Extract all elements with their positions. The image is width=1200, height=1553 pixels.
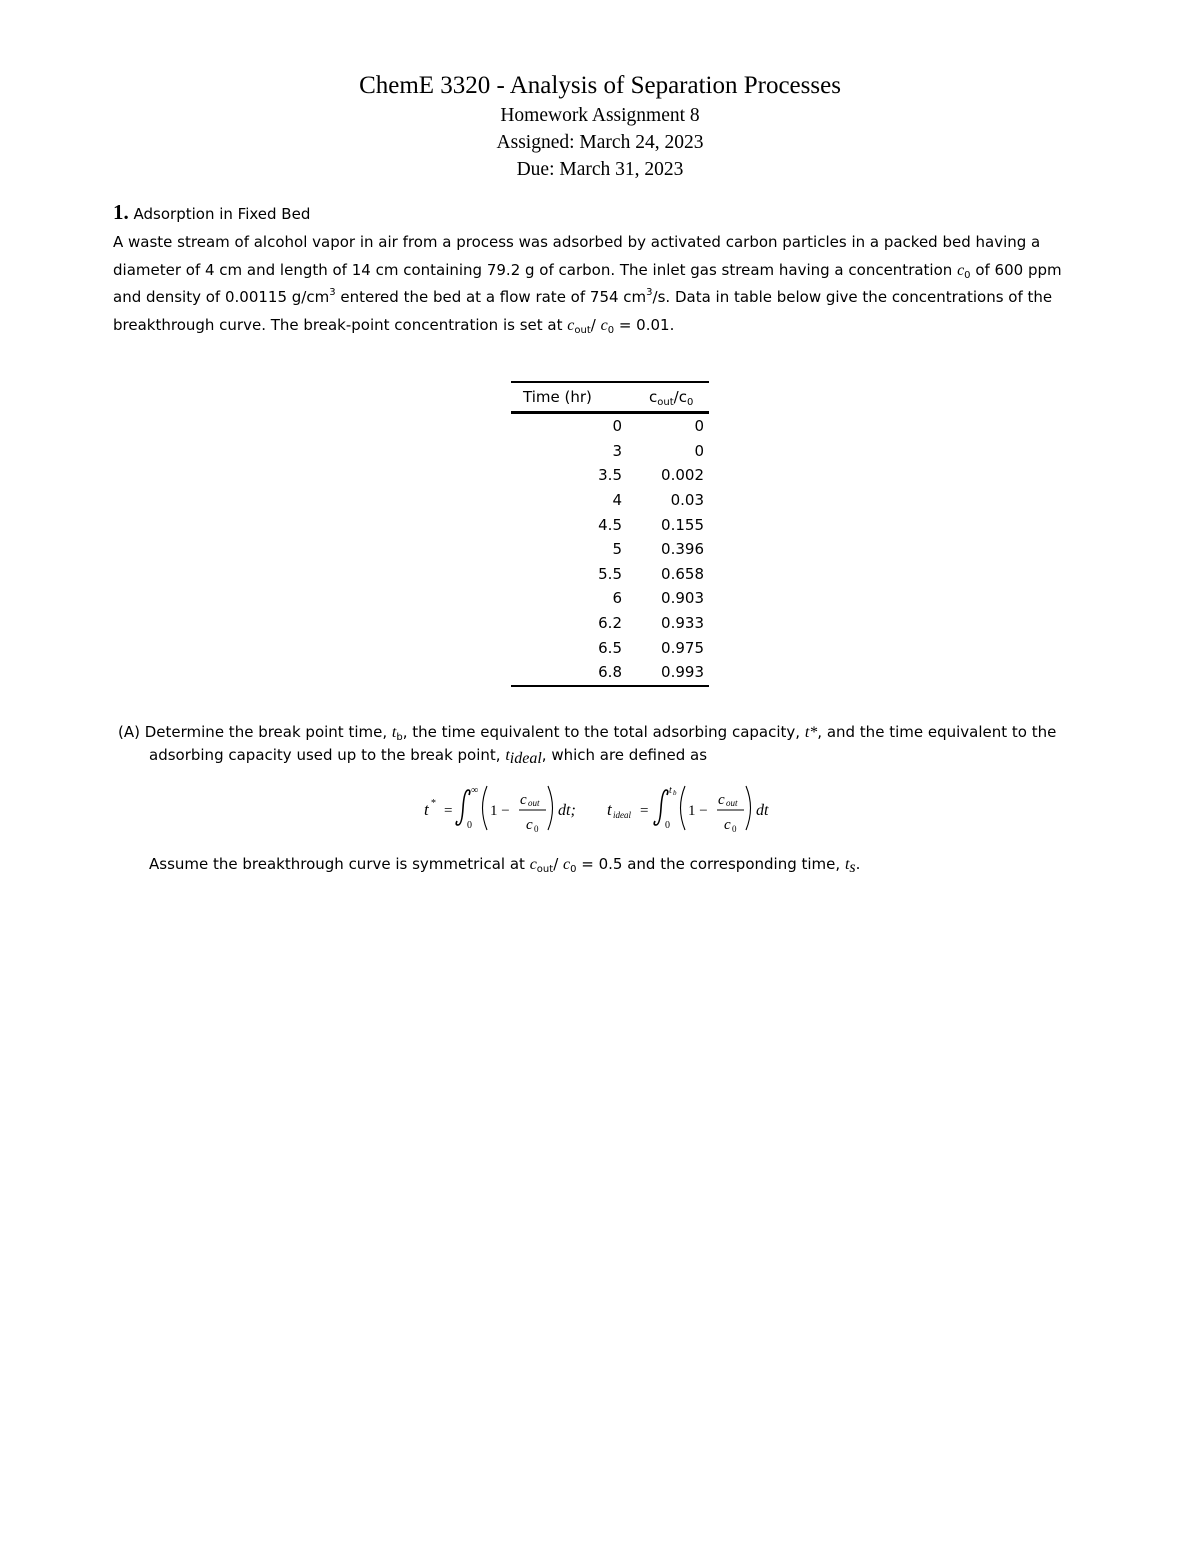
c0-subscript: 0 <box>570 864 577 875</box>
denominator-subscript: 0 <box>534 824 539 834</box>
c0-subscript: 0 <box>607 324 615 336</box>
integral-upper-limit-b: b <box>673 789 677 797</box>
formula-star: * <box>431 798 436 809</box>
statement-text: entered the bed at a flow rate of 754 cm <box>335 288 647 306</box>
ratio-cell: 0.002 <box>661 466 704 485</box>
cout-subscript: out <box>536 864 554 875</box>
table-row <box>511 660 709 686</box>
part-a-label: (A) <box>118 723 140 741</box>
header-c: c <box>649 388 658 406</box>
header-sub-0: 0 <box>686 397 694 408</box>
table-header-row <box>511 382 709 413</box>
table-row <box>511 512 709 537</box>
part-a-text: , the time equivalent to the total adsorbing capacity, <box>402 723 805 741</box>
ratio-cell: 0.903 <box>661 589 704 608</box>
ideal-subscript: ideal <box>613 810 631 820</box>
time-cell: 0 <box>612 417 622 436</box>
part-a-line-1 <box>118 721 1088 744</box>
statement-text: of 600 ppm and density of 0.00115 g/cm <box>113 260 1062 306</box>
time-cell: 5.5 <box>598 564 622 583</box>
part-a-text: , and the time equivalent to the <box>817 723 1057 741</box>
ratio-cell: 0.396 <box>661 540 704 559</box>
part-a-text: Determine the break point time, <box>139 723 392 741</box>
table-row <box>511 635 709 660</box>
cout-symbol: c <box>567 316 575 334</box>
c0-symbol: c <box>563 856 571 873</box>
assumption-text: Assume the breakthrough curve is symmetrical at <box>149 855 530 873</box>
cubed-superscript: 3 <box>329 287 336 298</box>
cubed-superscript: 3 <box>646 287 653 298</box>
cout-subscript: out <box>574 324 591 336</box>
table-row <box>511 413 709 439</box>
time-cell: 4 <box>612 491 622 510</box>
left-paren <box>483 786 488 830</box>
symmetry-assumption <box>149 855 860 874</box>
formula-t-ideal: t <box>607 800 612 819</box>
differential-dt: dt <box>756 802 769 819</box>
left-paren <box>681 786 686 830</box>
ratio-cell: 0.658 <box>661 564 704 583</box>
header-concentration-ratio <box>627 382 709 413</box>
ratio-cell: 0.975 <box>661 638 704 657</box>
ratio-cell: 0 <box>694 441 704 460</box>
problem-title: Adsorption in Fixed Bed <box>133 205 311 223</box>
numerator-subscript: out <box>726 798 738 808</box>
formula-t: t <box>424 800 429 819</box>
formula-equals: = <box>444 803 453 819</box>
statement-text: = 0.01. <box>614 315 675 334</box>
ratio-cell: 0.993 <box>627 660 709 686</box>
header-sub-out: out <box>657 397 674 408</box>
part-a-line-2 <box>118 744 1088 767</box>
assumption-text: = 0.5 and the corresponding time, <box>576 855 845 873</box>
problem-heading <box>113 200 310 225</box>
tb-symbol: t <box>391 724 397 741</box>
breakthrough-data-table <box>511 381 709 687</box>
time-cell: 5 <box>612 540 622 559</box>
table-row <box>511 586 709 611</box>
table-row <box>511 537 709 562</box>
slash: / <box>553 855 564 873</box>
differential-dt: dt; <box>558 802 576 819</box>
integral-lower-limit: 0 <box>665 820 670 831</box>
one-minus: 1 − <box>688 803 708 819</box>
homework-title: Homework Assignment 8 <box>500 105 700 126</box>
tideal-symbol: t <box>505 747 510 764</box>
time-cell: 3 <box>612 441 622 460</box>
one-minus: 1 − <box>490 803 510 819</box>
right-paren <box>548 786 553 830</box>
ts-subscript: s <box>849 859 856 876</box>
time-cell: 6 <box>612 589 622 608</box>
time-cell: 4.5 <box>598 515 622 534</box>
c0-subscript: 0 <box>964 269 971 281</box>
statement-text: /s. Data in table below give the concentrations of the breakthrough curve. The break-point concentration is set at <box>113 288 1053 334</box>
c0-symbol: c <box>957 261 965 279</box>
tb-subscript: b <box>396 732 403 743</box>
table-row <box>511 463 709 488</box>
ts-symbol: t <box>844 856 850 873</box>
header-time: Time (hr) <box>511 382 627 413</box>
table-row <box>511 611 709 636</box>
ratio-cell: 0.155 <box>661 515 704 534</box>
part-a <box>118 721 1088 767</box>
integral-definitions-formula <box>420 778 800 842</box>
tstar-symbol: t* <box>804 724 818 741</box>
numerator-subscript: out <box>528 798 540 808</box>
problem-number: 1. <box>113 200 129 224</box>
denominator-c: c <box>526 817 533 833</box>
statement-text: A waste stream of alcohol vapor in air from a process was adsorbed by activated carbon particles in a packed bed having a diameter of 4 cm and length of 14 cm containing 79.2 g of carbon. The inlet gas stream having a concentration <box>113 233 1041 279</box>
denominator-subscript: 0 <box>732 824 737 834</box>
ratio-cell: 0 <box>694 417 704 436</box>
assumption-end: . <box>855 855 861 873</box>
right-paren <box>746 786 751 830</box>
numerator-c: c <box>718 792 725 808</box>
c0-symbol: c <box>600 316 608 334</box>
table-row <box>511 439 709 464</box>
slash: / <box>590 315 601 334</box>
integral-upper-limit-t: t <box>669 785 672 796</box>
problem-statement <box>113 229 1083 339</box>
denominator-c: c <box>724 817 731 833</box>
due-date: Due: March 31, 2023 <box>516 159 684 180</box>
part-a-text: adsorbing capacity used up to the break point, <box>149 746 506 764</box>
table-row <box>511 562 709 587</box>
ratio-cell: 0.933 <box>661 614 704 633</box>
time-cell: 6.2 <box>598 614 622 633</box>
integral-lower-limit: 0 <box>467 820 472 831</box>
integral-upper-limit-infinity: ∞ <box>471 785 479 796</box>
time-cell: 6.8 <box>511 660 627 686</box>
ratio-cell: 0.03 <box>670 491 704 510</box>
course-title: ChemE 3320 - Analysis of Separation Processes <box>359 72 841 99</box>
time-cell: 6.5 <box>598 638 622 657</box>
table-row <box>511 488 709 513</box>
tideal-subscript: ideal <box>509 750 542 767</box>
header-slash-c: /c <box>673 388 687 406</box>
time-cell: 3.5 <box>598 466 622 485</box>
formula-equals: = <box>640 803 649 819</box>
assigned-date: Assigned: March 24, 2023 <box>496 132 704 153</box>
numerator-c: c <box>520 792 527 808</box>
cout-symbol: c <box>529 856 537 873</box>
part-a-text: , which are defined as <box>541 746 708 764</box>
